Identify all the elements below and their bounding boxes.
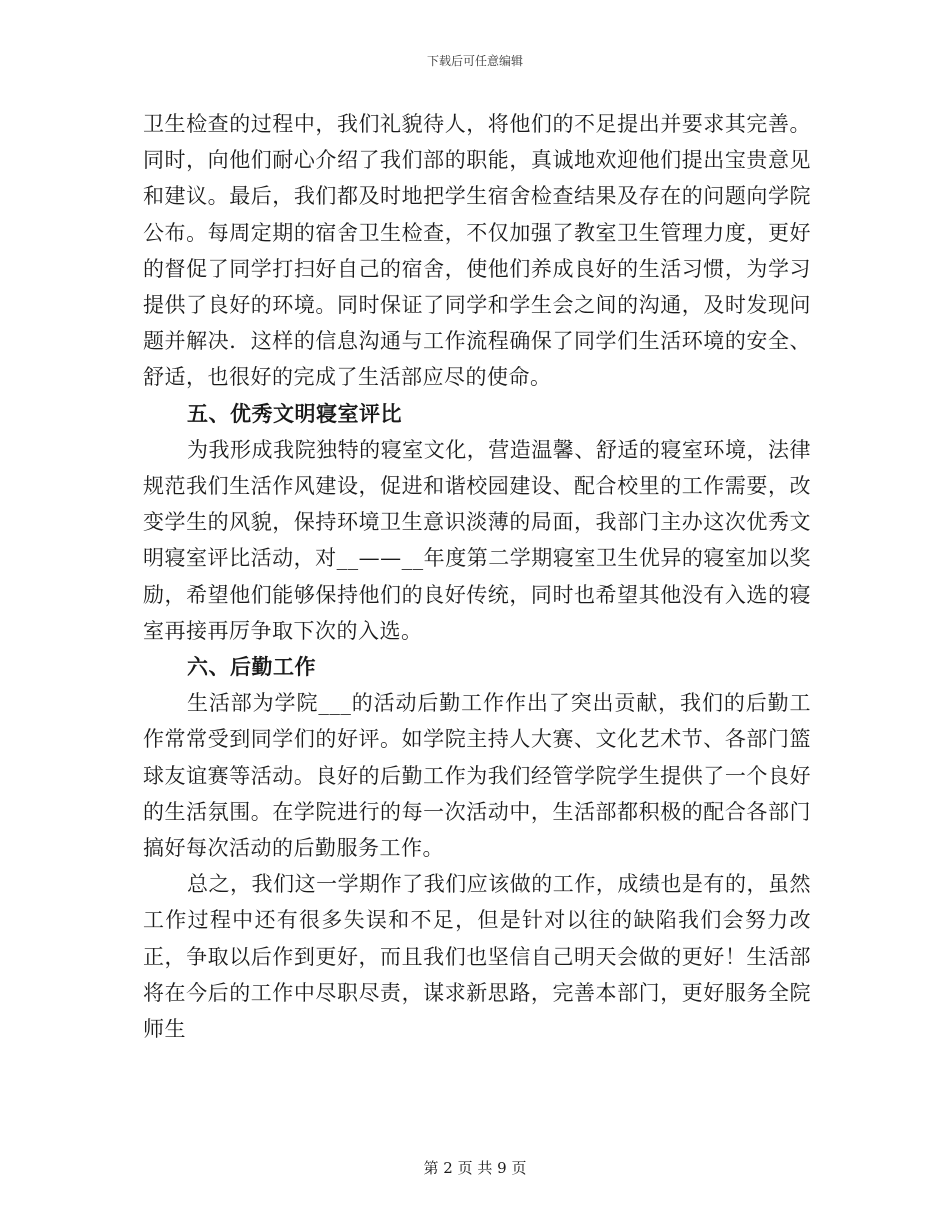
paragraph-dorm-inspection: 卫生检查的过程中，我们礼貌待人，将他们的不足提出并要求其完善。同时，向他们耐心介绍了我们部的职能，真诚地欢迎他们提出宝贵意见和建议。最后，我们都及时地把学生宿舍检查结果及存在的问题向学院公布。每周定期的宿舍卫生检查，不仅加强了教室卫生管理力度，更好的督促了同学打扫好自己的宿舍，使他们养成良好的生活习惯，为学习提供了良好的环境。同时保证了同学和学生会之间的沟通，及时发现问题并解决．这样的信息沟通与工作流程确保了同学们生活环境的安全、舒适，也很好的完成了生活部应尽的使命。	[143, 112, 811, 390]
section-heading-logistics: 六、后勤工作	[187, 654, 316, 680]
paragraph-logistics: 生活部为学院___的活动后勤工作作出了突出贡献，我们的后勤工作常常受到同学们的好评。如学院主持人大赛、文化艺术节、各部门篮球友谊赛等活动。良好的后勤工作为我们经管学院学生提供了一个良好的生活氛围。在学院进行的每一次活动中，生活部都积极的配合各部门搞好每次活动的后勤服务工作。	[143, 691, 811, 861]
paragraph-summary: 总之，我们这一学期作了我们应该做的工作，成绩也是有的，虽然工作过程中还有很多失误和不足，但是针对以往的缺陷我们会努力改正，争取以后作到更好，而且我们也坚信自己明天会做的更好！生活部将在今后的工作中尽职尽责，谋求新思路，完善本部门，更好服务全院师生	[143, 872, 811, 1042]
section-heading-dorm-award: 五、优秀文明寝室评比	[187, 400, 402, 426]
page-number-footer: 第 2 页 共 9 页	[423, 1159, 527, 1177]
paragraph-dorm-award: 为我形成我院独特的寝室文化，营造温馨、舒适的寝室环境，法律规范我们生活作风建设，促进和谐校园建设、配合校里的工作需要，改变学生的风貌，保持环境卫生意识淡薄的局面，我部门主办这次优秀文明寝室评比活动，对__——__年度第二学期寝室卫生优异的寝室加以奖励，希望他们能够保持他们的良好传统，同时也希望其他没有入选的寝室再接再厉争取下次的入选。	[143, 437, 811, 643]
page-header: 下载后可任意编辑	[426, 54, 523, 68]
document-body	[143, 106, 811, 1047]
